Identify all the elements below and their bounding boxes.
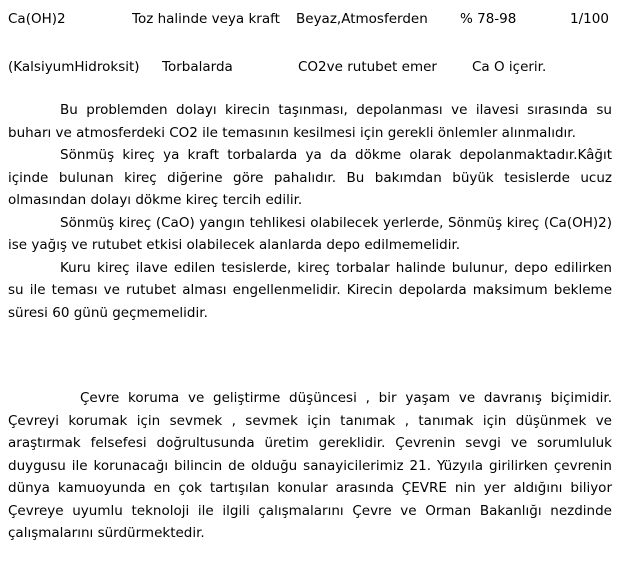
paragraph-environment: Çevre koruma ve geliştirme düşüncesi , bir yaşam ve davranış biçimidir. Çevreyi korumak için sevmek , sevmek için tanımak , tanımak için düşünmek ve araştırmak felsefesi doğrultusunda üretim gereklidir. Çevrenin sevgi ve sorumluluk duygusu ile korunacağı bilincin de olduğu sanayicilerimiz 21. Yüzyıla girilirken çevrenin dünya kamuoyunda en çok tartışılan konular arasında ÇEVRE nin yer aldığını biliyor Çevreye uyumlu teknoloji ile ilgili çalışmalarını Çevre ve Orman Bakanlığı nezdinde çalışmalarını sürdürmektedir. <box>8 390 612 541</box>
paragraph-dry-lime: Kuru kireç ilave edilen tesislerde, kireç torbalar halinde bulunur, depo edilirken su ile teması ve rutubet alması engellenmelidir. Kirecin depolarda maksimum bekleme süresi 60 günü geçmemelidir. <box>8 259 612 321</box>
header-content: Ca O içerir. <box>472 59 547 75</box>
header-storage: Torbalarda <box>162 59 233 75</box>
header-color-protection: Beyaz,Atmosferden <box>296 11 428 27</box>
header-formula: Ca(OH)2 <box>8 11 66 27</box>
header-packaging: Toz halinde veya kraft <box>132 11 280 27</box>
header-dosage: 1/100 <box>570 11 609 27</box>
header-absorption: CO2ve rutubet emer <box>298 59 437 75</box>
environment-section <box>8 387 612 545</box>
header-purity: % 78-98 <box>460 11 517 27</box>
lime-storage-section <box>8 99 612 324</box>
paragraph-storage-type: Sönmüş kireç ya kraft torbalarda ya da dökme olarak depolanmaktadır.Kâğıt içinde bulunan kireç diğerine göre pahalıdır. Bu bakımdan büyük tesislerde ucuz olmasından dolayı dökme kireç tercih edilir. <box>8 147 612 208</box>
header-name: (KalsiyumHidroksit) <box>8 59 140 75</box>
paragraph-transport: Bu problemden dolayı kirecin taşınması, depolanması ve ilavesi sırasında su buharı ve atmosferdeki CO2 ile temasının kesilmesi için gerekli önlemler alınmalıdır. <box>8 102 612 141</box>
paragraph-fire-risk: Sönmüş kireç (CaO) yangın tehlikesi olabilecek yerlerde, Sönmüş kireç (Ca(OH)2) ise yağış ve rutubet etkisi olabilecek alanlarda depo edilmemelidir. <box>8 214 612 253</box>
